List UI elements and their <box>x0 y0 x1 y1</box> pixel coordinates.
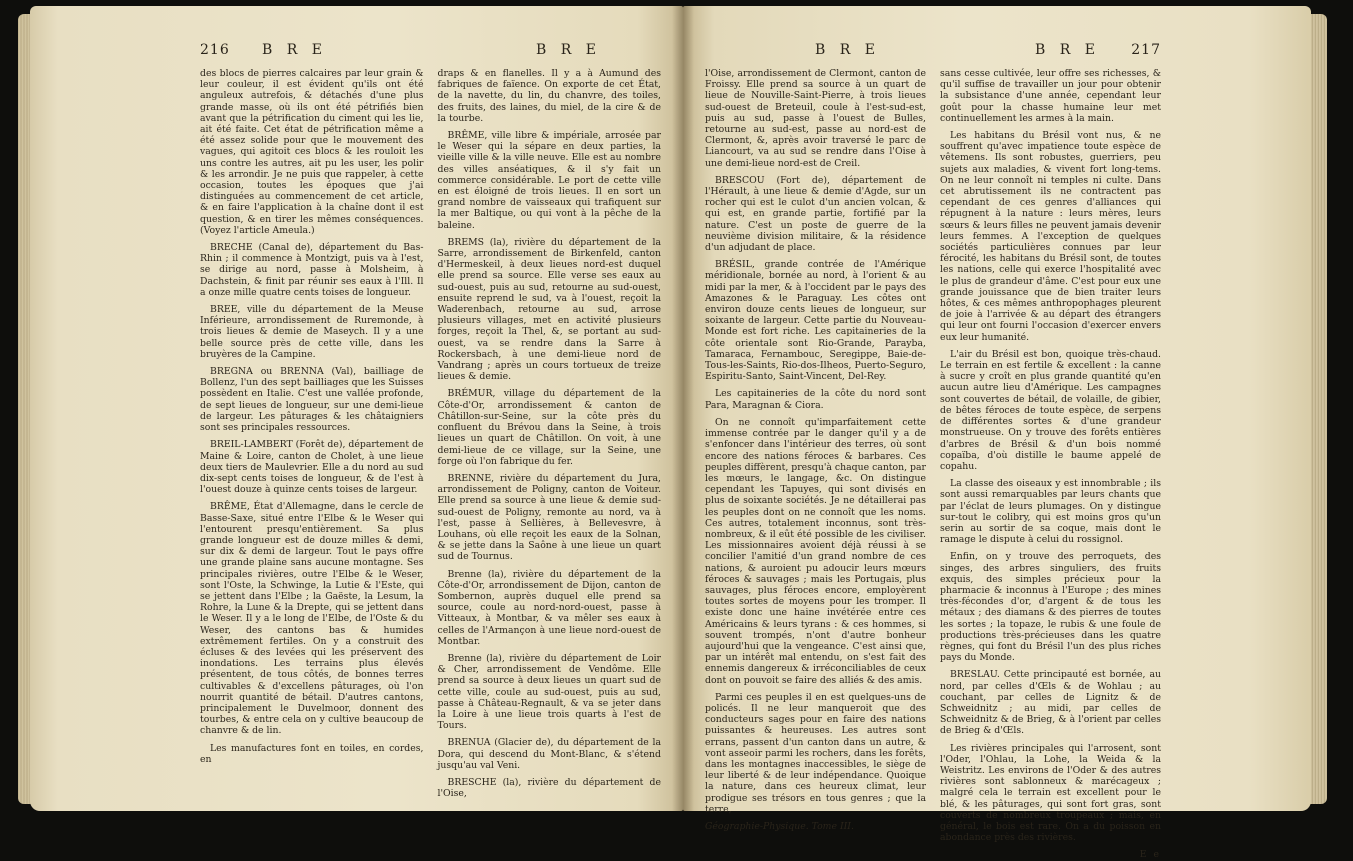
entry-breche: BRECHE (Canal de), département du Bas-Rhin ; il commence à Montzigt, puis va à l'est, se dirige au nord, passe à Molsheim, à Dachstein, & finit par réunir ses eaux à l'Ill. Il a onze mille quatre cents toises de longueur. <box>200 242 424 298</box>
paragraph: draps & en flanelles. Il y a à Aumund des fabriques de faïence. On exporte de cet État, de la navette, du lin, du chanvre, des toiles, des fruits, des laines, du miel, de la cire & de la tourbe. <box>437 68 661 124</box>
running-head-text: B R E <box>815 42 880 58</box>
signature-mark: E e <box>1139 849 1161 861</box>
paragraph: Enfin, on y trouve des perroquets, des singes, des arbres singuliers, des fruits exquis, des simples précieux pour la pharmacie & inconnus à l'Europe ; des mines très-fécondes d'or, d'argent & de tous les métaux ; des diamans & des pierres de toutes les sortes ; la topaze, le rubis & une foule de productions très-précieuses dans les quatre règnes, qui font du Brésil l'un des plus riches pays du Monde. <box>940 551 1161 664</box>
page-number: 217 <box>1131 42 1161 58</box>
entry-bree: BREE, ville du département de la Meuse Inférieure, arrondissement de Ruremonde, à trois lieues & demie de Maseych. Il y a une belle source près de cette ville, dans les bruyères de la Campine. <box>200 304 424 360</box>
paragraph: Parmi ces peuples il en est quelques-uns de policés. Il ne leur manqueroit que des conducteurs sages pour en faire des nations puissantes & heureuses. Les autres sont errans, passent d'un canton dans un autre, & vont asseoir parmi les rochers, dans les forêts, dans les montagnes inaccessibles, le siège de leur liberté & de leur indépendance. Quoique la nature, dans ces heureux climat, leur prodigue ses trésors en tous genres ; que la terre, <box>705 691 926 815</box>
entry-brenne-cote-dor: Brenne (la), rivière du département de la Côte-d'Or, arrondissement de Dijon, canton de Sombernon, auprès duquel elle prend sa source, coule au nord-nord-ouest, passe à Vitteaux, à Montbar, & va mêler ses eaux à celles de l'Armançon à une lieue nord-ouest de Montbar. <box>437 568 661 647</box>
entry-breslau: BRESLAU. Cette principauté est bornée, au nord, par celles d'Œls & de Wohlau ; au couchant, par celles de Lignitz & de Schweidnitz ; au midi, par celles de Schweidnitz & de Brieg, & à l'orient par celles de Brieg & d'Œls. <box>940 669 1161 737</box>
paragraph: Les habitans du Brésil vont nus, & ne souffrent qu'avec impatience toute espèce de vêtemens. Ils sont robustes, guerriers, peu sujets aux maladies, & vivent fort long-tems. On ne leur connoît ni temples ni culte. Dans cet abrutissement ils ne contractent pas cependant de ces genres d'alliances qui répugnent à la nature : leurs mères, leurs sœurs & leurs filles ne peuvent jamais devenir leurs femmes. A l'exception de quelques sociétés particulières connues par leur férocité, les habitans du Brésil sont, de toutes les nations, celle qui exerce l'hospitalité avec le plus de grandeur d'âme. C'est pour eux une grande jouissance que de bien traiter leurs hôtes, & ces mêmes anthropophages pleurent de joie à l'arrivée & au départ des étrangers qui leur ont fourni l'occasion d'exercer envers eux leur humanité. <box>940 130 1161 343</box>
paragraph: L'air du Brésil est bon, quoique très-chaud. Le terrain en est fertile & excellent : la canne à sucre y croît en plus grande quantité qu'en aucun autre lieu d'Amérique. Les campagnes sont couvertes de bétail, de volaille, de gibier, de bêtes féroces de toute espèce, de serpens de différentes sortes & d'une grandeur monstrueuse. On y trouve des forêts entières d'arbres de Brésil & d'un bois nommé copaïba, d'où distille le baume appelé de copahu. <box>940 348 1161 472</box>
footer-line <box>940 849 1161 860</box>
paragraph: Les manufactures font en toiles, en cordes, en <box>200 742 424 765</box>
paragraph: Les rivières principales qui l'arrosent, sont l'Oder, l'Ohlau, la Lohe, la Weida & la Weistritz. Les environs de l'Oder & des autres rivières sont sablonneux & marécageux ; malgré cela le terrain est excellent pour le blé, & les pâturages, qui sont fort gras, sont couverts de nombreux troupeaux ; mais, en général, le bois est rare. On a du poisson en abondance près des rivières. <box>940 742 1161 844</box>
left-page <box>30 6 683 811</box>
entry-breme-etat: BRÊME, État d'Allemagne, dans le cercle de Basse-Saxe, situé entre l'Elbe & le Weser qui l'entourent presqu'entièrement. Sa plus grande longueur est de douze milles & demi, sur dix & demi de largeur. Tout le pays offre une grande plaine sans aucune montagne. Ses principales rivières, outre l'Elbe & le Weser, sont l'Oste, la Schwinge, la Lutie & l'Este, qui se jettent dans l'Elbe ; la Gaëste, la Lesum, la Rohre, la Lune & la Drepte, qui se jettent dans le Weser. Il y a le long de l'Elbe, de l'Oste & du Weser, des cantons bas & humides extrêmement fertiles. On y a construit des écluses & des levées qui les préservent des inondations. Les terrains plus élevés présentent, de tous côtés, de bonnes terres cultivables & d'excellens pâturages, où l'on nourrit quantité de bétail. D'autres cantons, principalement le Duvelmoor, donnent des tourbes, & entre cela on y cultive beaucoup de chanvre & de lin. <box>200 501 424 737</box>
entry-brenne-loir-cher: Brenne (la), rivière du département de Loir & Cher, arrondissement de Vendôme. Elle prend sa source à deux lieues un quart sud de cette ville, coule au sud-ouest, puis au sud, passe à Château-Regnault, & va se jeter dans la Loire à une lieue trois quarts à l'est de Tours. <box>437 652 661 732</box>
page-number: 216 <box>200 42 230 58</box>
running-head-left <box>200 42 661 68</box>
paragraph: des blocs de pierres calcaires par leur grain & leur couleur, il est évident qu'ils ont été anguleux autrefois, & détachés d'une plus grande masse, où ils ont été pétrifiés bien avant que la pétrification du ciment qui les lie, ait été faite. Cet état de pétrification même a été assez solide pour que le mouvement des vagues, qui agitoit ces blocs & les rouloit les uns contre les autres, ait pu les user, les polir & les arrondir. Je ne puis que rappeler, à cette occasion, toutes les époques que j'ai distinguées au commencement de cet article, & en faire l'application à la chaîne dont il est question, & en tirer les mêmes conséquences. (Voyez l'article Ameula.) <box>200 68 424 236</box>
paragraph: Les capitaineries de la côte du nord sont Para, Maragnan & Ciora. <box>705 388 926 411</box>
entry-brescou: BRESCOU (Fort de), département de l'Hérault, à une lieue & demie d'Agde, sur un rocher qui est le culot d'un ancien volcan, & qui est, en grande partie, fortifié par la nature. C'est un poste de guerre de la neuvième division militaire, & la résidence d'un adjudant de place. <box>705 174 926 254</box>
text-columns <box>200 68 661 805</box>
entry-breme-ville: BRÊME, ville libre & impériale, arrosée par le Weser qui la sépare en deux parties, la vieille ville & la ville neuve. Elle est au nombre des villes anséatiques, & il s'y fait un commerce considérable. Le port de cette ville en est éloigné de trois lieues. Il en sort un grand nombre de vaisseaux qui trafiquent sur la mer Baltique, ou qui vont à la pêche de la baleine. <box>437 130 661 231</box>
footer-line <box>705 821 926 832</box>
running-head-text: B R E <box>1035 42 1100 58</box>
paragraph: sans cesse cultivée, leur offre ses richesses, & qu'il suffise de travailler un jour pour obtenir la subsistance d'une année, cependant leur goût pour la chasse humaine leur met continuellement les armes à la main. <box>940 68 1161 124</box>
page-edges-right <box>1309 14 1327 804</box>
paragraph: La classe des oiseaux y est innombrable ; ils sont aussi remarquables par leurs chants que par l'éclat de leurs plumages. On y distingue sur-tout le colibry, qui est moins gros qu'un serin au sortir de sa coque, mais dont le ramage le dispute à celui du rossignol. <box>940 478 1161 546</box>
footer-signature-title: Géographie-Physique. Tome III. <box>705 821 854 832</box>
entry-brems: BREMS (la), rivière du département de la Sarre, arrondissement de Birkenfeld, canton d'Hermeskeil, à deux lieues nord-est duquel elle prend sa source. Elle verse ses eaux au sud-ouest, puis au sud, retourne au sud-ouest, ensuite reprend le sud, va à l'ouest, reçoit la Waderenbach, retourne au sud, arrose plusieurs villages, met en activité plusieurs forges, reçoit la Thel, &, se portant au sud-ouest, va se rendre dans la Sarre à Rockersbach, à une demi-lieue nord de Vandrang ; après un cours tortueux de treize lieues & demie. <box>437 236 661 383</box>
entry-bresil: BRÉSIL, grande contrée de l'Amérique méridionale, bornée au nord, à l'orient & au midi par la mer, & à l'occident par le pays des Amazones & le Paraguay. Les côtes ont environ douze cents lieues de longueur, sur soixante de largeur. Cette partie du Nouveau-Monde est fort riche. Les capitaineries de la côte orientale sont Rio-Grande, Parayba, Tamaraca, Fernambouc, Seregippe, Baie-de-Tous-les-Saints, Rio-dos-Ilheos, Puerto-Seguro, Espiritu-Santo, Saint-Vincent, Del-Rey. <box>705 259 926 383</box>
running-head-text: B R E <box>536 42 601 58</box>
right-page <box>683 6 1311 861</box>
entry-bregna: BREGNA ou BRENNA (Val), bailliage de Bollenz, l'un des sept bailliages que les Suisses possèdent en Italie. C'est une vallée profonde, de sept lieues de longueur, sur une demi-lieue de largeur. Les pâturages & les châtaigniers sont ses principales ressources. <box>200 366 424 434</box>
column-2 <box>940 68 1161 861</box>
text-columns <box>705 68 1161 861</box>
paragraph: On ne connoît qu'imparfaitement cette immense contrée par le danger qu'il y a de s'enfoncer dans l'intérieur des terres, où sont encore des nations féroces & barbares. Ces peuples diffèrent, presqu'à chaque canton, par les mœurs, le langage, &c. On distingue cependant les Tapuyes, qui sont divisés en plus de soixante sociétés. Je ne détaillerai pas les peuples dont on ne connoît que les noms. Ces autres, totalement inconnus, sont très-nombreux, & il eût été possible de les civiliser. Les missionnaires avoient déjà réussi à se concilier l'amitié d'un grand nombre de ces nations, & auroient pu adoucir leurs mœurs féroces & sauvages ; mais les Portugais, plus sauvages, plus féroces encore, employèrent toutes sortes de moyens pour les tromper. Il existe donc une haine invétérée entre ces Américains & leurs tyrans : & ces hommes, si souvent trompés, n'ont d'autre bonheur aujourd'hui que la vengeance. C'est ainsi que, par un intérêt mal entendu, on s'est fait des ennemis dangereux & irréconciliables de ceux dont on pouvoit se faire des alliés & des amis. <box>705 416 926 686</box>
entry-brenua: BRENUA (Glacier de), du département de la Dora, qui descend du Mont-Blanc, & s'étend jusqu'au val Veni. <box>437 737 661 771</box>
entry-brenne-jura: BRENNE, rivière du département du Jura, arrondissement de Poligny, canton de Voiteur. Elle prend sa source à une lieue & demie sud-sud-ouest de Poligny, remonte au nord, va à l'est, passe à Sellières, à Bellevesvre, à Louhans, où elle reçoit les eaux de la Solnan, & se jette dans la Saône à une lieue un quart sud de Tournus. <box>437 472 661 563</box>
column-1 <box>705 68 926 861</box>
running-head-right <box>705 42 1161 68</box>
entry-breil-lambert: BREIL-LAMBERT (Forêt de), département de Maine & Loire, canton de Cholet, à une lieue deux tiers de Maulevrier. Elle a du nord au sud dix-sept cents toises de longueur, & de l'est à l'ouest douze à quinze cents toises de largeur. <box>200 439 424 496</box>
paragraph: l'Oise, arrondissement de Clermont, canton de Froissy. Elle prend sa source à un quart de lieue de Nouville-Saint-Pierre, à trois lieues sud-ouest de Breteuil, coule à l'est-sud-est, puis au sud, passe à l'ouest de Bulles, retourne au sud-est, passe au nord-est de Clermont, &, après avoir traversé le parc de Liancourt, va au sud se rendre dans l'Oise à une demi-lieue nord-est de Creil. <box>705 68 926 169</box>
column-2 <box>438 68 662 805</box>
running-head-text: B R E <box>262 42 327 58</box>
entry-bresche: BRESCHE (la), rivière du département de l'Oise, <box>437 776 661 800</box>
entry-bremur: BRÉMUR, village du département de la Côte-d'Or, arrondissement & canton de Châtillon-sur-Seine, sur la côte près du confluent du Brévou dans la Seine, à trois lieues un quart de Châtillon. On voit, à une demi-lieue de ce village, sur la Seine, une forge où l'on fabrique du fer. <box>437 388 661 467</box>
column-1 <box>200 68 424 805</box>
